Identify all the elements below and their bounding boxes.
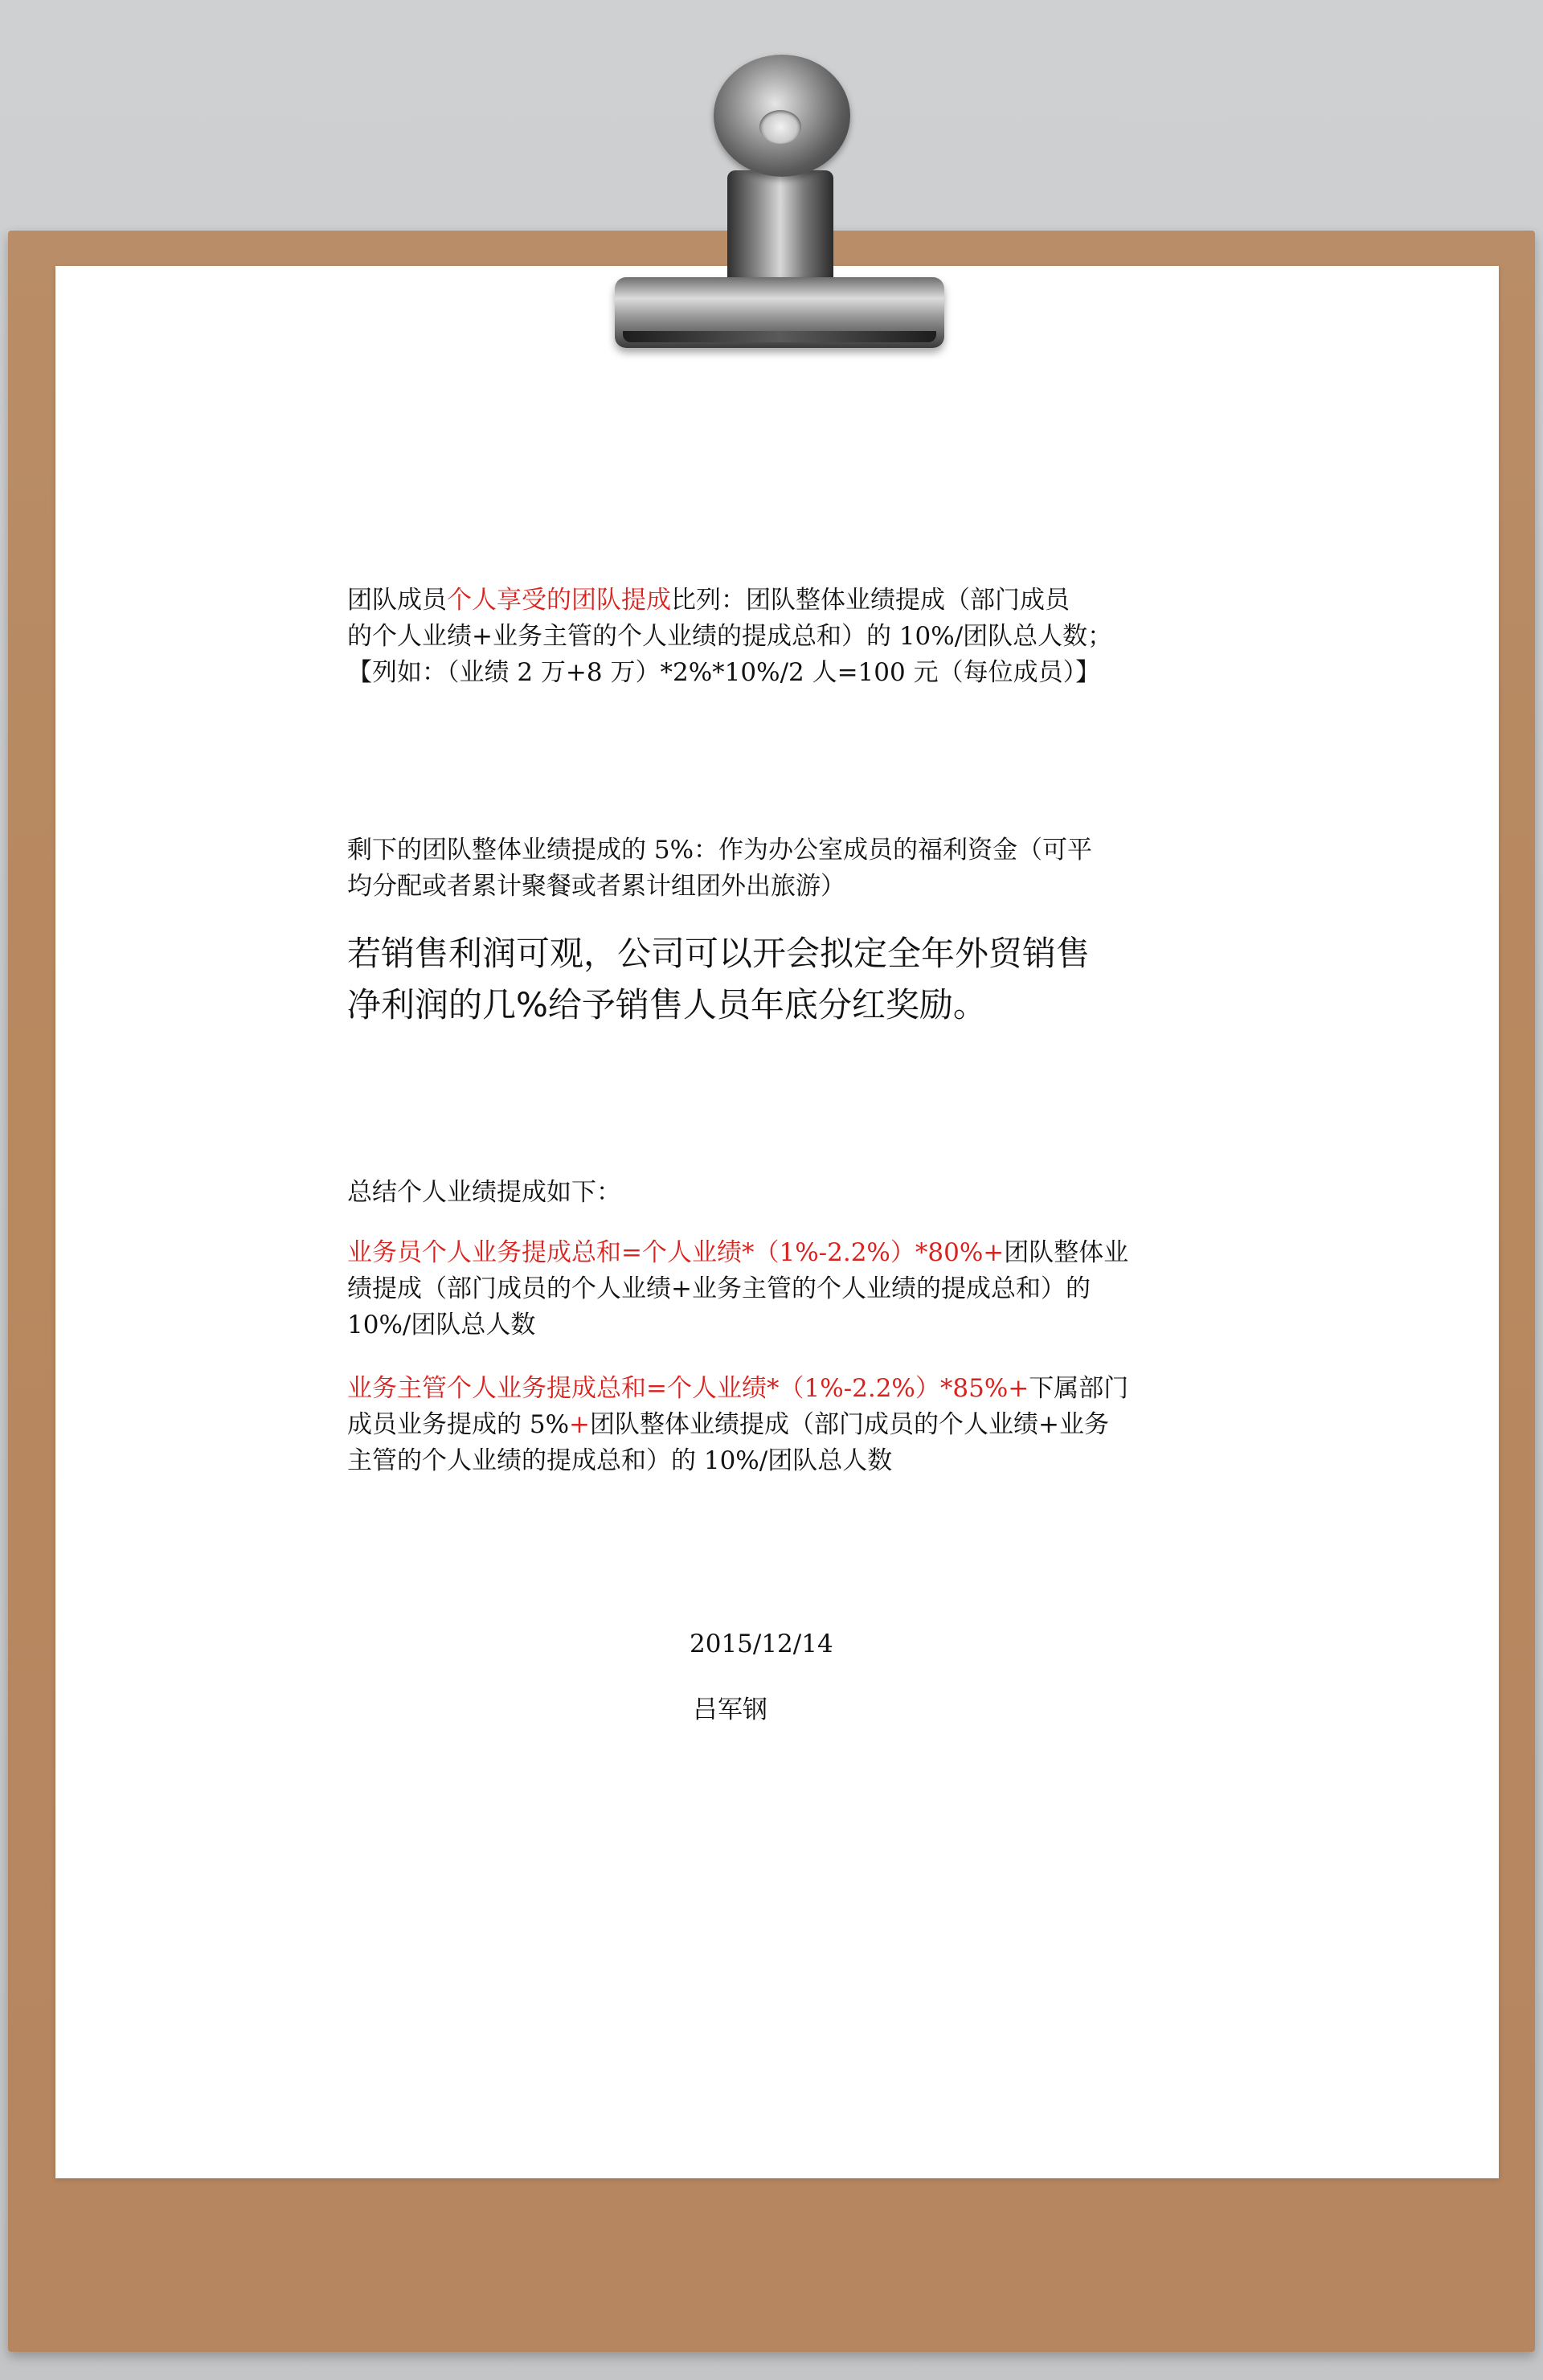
team-commission-example: 【列如：（业绩 2 万+8 万）*2%*10%/2 人=100 元（每位成员）】 xyxy=(347,658,1101,687)
binder-clip-hole xyxy=(759,110,801,144)
salesperson-formula-line-1: 业务员个人业务提成总和=个人业绩*（1%-2.2%）*80%+团队整体业 xyxy=(347,1238,1129,1267)
salesperson-formula-line-3: 10%/团队总人数 xyxy=(347,1311,536,1339)
supervisor-formula-line-1: 业务主管个人业务提成总和=个人业绩*（1%-2.2%）*85%+下属部门 xyxy=(347,1374,1129,1403)
welfare-fund-paragraph xyxy=(347,832,1215,905)
supervisor-formula-line-2: 成员业务提成的 5%+团队整体业绩提成（部门成员的个人业绩+业务 xyxy=(347,1410,1110,1439)
signature-name: 吕军钢 xyxy=(693,1695,767,1724)
team-commission-line-2: 的个人业绩+业务主管的个人业绩的提成总和）的 10%/团队总人数； xyxy=(347,622,1113,651)
welfare-fund-line-1: 剩下的团队整体业绩提成的 5%：作为办公室成员的福利资金（可平 xyxy=(347,836,1093,865)
salesperson-formula xyxy=(347,1235,1215,1343)
supervisor-formula xyxy=(347,1371,1215,1479)
binder-clip-edge xyxy=(623,331,936,342)
team-commission-line-1: 团队成员个人享受的团队提成比列：团队整体业绩提成（部门成员 xyxy=(347,586,1070,615)
profit-bonus-paragraph xyxy=(347,928,1215,1031)
profit-bonus-line-2: 净利润的几%给予销售人员年底分红奖励。 xyxy=(347,985,987,1024)
signature-date: 2015/12/14 xyxy=(690,1630,833,1658)
paper-sheet xyxy=(55,266,1499,2178)
salesperson-formula-line-2: 绩提成（部门成员的个人业绩+业务主管的个人业绩的提成总和）的 xyxy=(347,1274,1091,1303)
team-commission-paragraph xyxy=(347,583,1215,691)
welfare-fund-line-2: 均分配或者累计聚餐或者累计组团外出旅游） xyxy=(347,872,845,901)
supervisor-formula-line-3: 主管的个人业绩的提成总和）的 10%/团队总人数 xyxy=(347,1446,893,1475)
highlight-text: 个人享受的团队提成 xyxy=(447,586,671,615)
binder-clip-neck xyxy=(727,170,833,291)
profit-bonus-line-1: 若销售利润可观，公司可以开会拟定全年外贸销售 xyxy=(347,934,1091,973)
summary-heading: 总结个人业绩提成如下： xyxy=(347,1178,621,1207)
